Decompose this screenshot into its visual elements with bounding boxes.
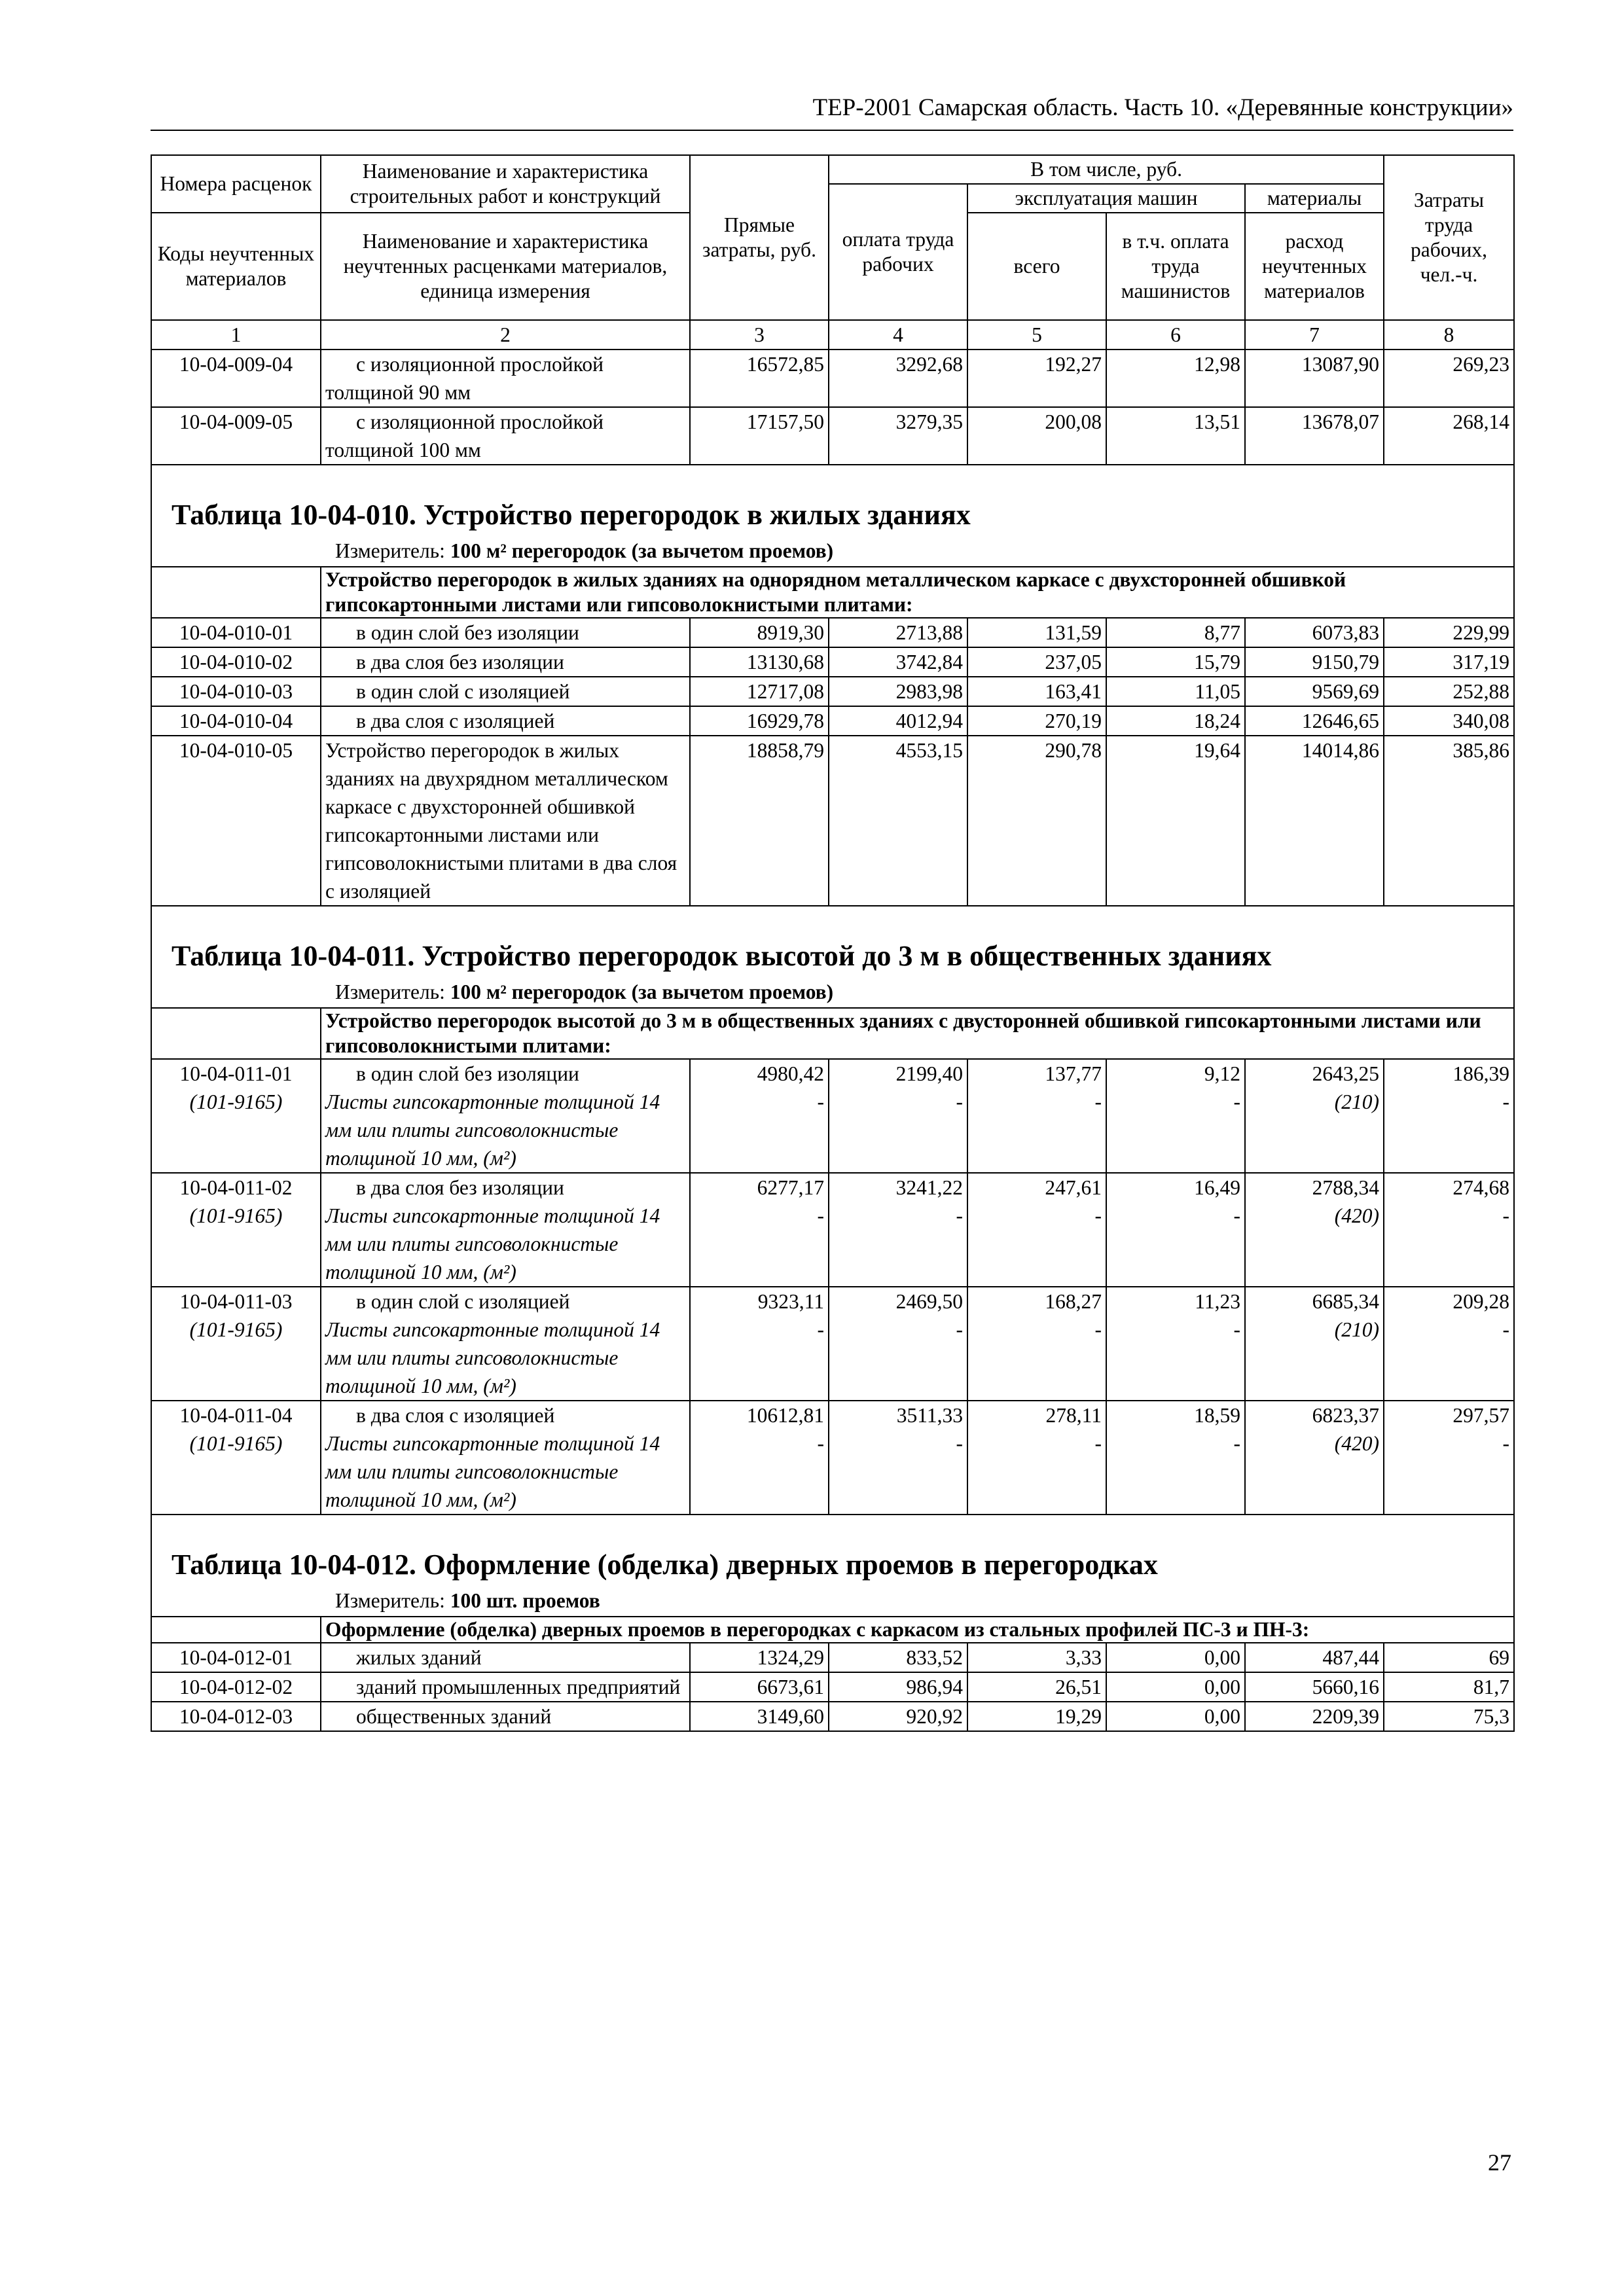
- running-header: ТЕР-2001 Самарская область. Часть 10. «Деревянные конструкции»: [151, 92, 1513, 131]
- rate-name: в один слой без изоляции: [321, 618, 690, 647]
- header-col3: Прямые затраты, руб.: [690, 155, 829, 320]
- meter-label: Измеритель:: [335, 539, 445, 562]
- material-value: -: [1094, 1318, 1102, 1341]
- machinists-pay: 11,23: [1195, 1290, 1240, 1313]
- rate-code: 10-04-010-01: [151, 618, 321, 647]
- header-machines: эксплуатация машин: [967, 184, 1245, 213]
- machines-total: 163,41: [967, 677, 1106, 706]
- labor-hours: 297,57: [1453, 1404, 1510, 1427]
- labor-pay: 3279,35: [829, 407, 967, 465]
- machines-total: 192,27: [967, 350, 1106, 407]
- rate-name: общественных зданий: [321, 1702, 690, 1731]
- labor-hours-cell: [1384, 1173, 1514, 1287]
- machines-total: 290,78: [967, 736, 1106, 906]
- machines-total: 137,77: [1045, 1062, 1102, 1085]
- machinists-pay: 18,24: [1106, 706, 1245, 736]
- material-value: -: [1502, 1090, 1510, 1113]
- rate-name: в один слой без изоляции: [356, 1062, 579, 1085]
- table-row: [151, 407, 1514, 465]
- labor-pay-cell: [829, 1287, 967, 1401]
- section-meter: [152, 1586, 1513, 1616]
- labor-pay-cell: [829, 1401, 967, 1515]
- materials-cost: 9150,79: [1245, 647, 1384, 677]
- direct-cost-cell: [690, 1059, 829, 1173]
- labor-hours: 317,19: [1384, 647, 1514, 677]
- labor-pay: 3511,33: [896, 1404, 963, 1427]
- material-code: (101-9165): [189, 1432, 283, 1455]
- labor-hours: 340,08: [1384, 706, 1514, 736]
- materials-cost: 13087,90: [1245, 350, 1384, 407]
- section-meter: [152, 977, 1513, 1007]
- labor-hours: 75,3: [1384, 1702, 1514, 1731]
- labor-hours: 268,14: [1384, 407, 1514, 465]
- material-consumption: (420): [1334, 1204, 1380, 1227]
- labor-pay: 3742,84: [829, 647, 967, 677]
- labor-pay: 986,94: [829, 1672, 967, 1702]
- machinists-pay: 12,98: [1106, 350, 1245, 407]
- machines-total: 3,33: [967, 1643, 1106, 1672]
- header-num: 5: [967, 320, 1106, 350]
- header-incl: В том числе, руб.: [829, 155, 1384, 184]
- labor-pay: 2983,98: [829, 677, 967, 706]
- rate-name: с изоляционной прослойкой толщиной 90 мм: [321, 350, 690, 407]
- material-value: -: [1094, 1090, 1102, 1113]
- labor-hours: 269,23: [1384, 350, 1514, 407]
- material-consumption: (420): [1334, 1432, 1380, 1455]
- rate-code-cell: [151, 1173, 321, 1287]
- material-consumption: (210): [1334, 1318, 1380, 1341]
- materials-cost: 487,44: [1245, 1643, 1384, 1672]
- header-col1-bottom: Коды неучтенных материалов: [151, 213, 321, 320]
- header-col8: Затраты труда рабочих, чел.-ч.: [1384, 155, 1514, 320]
- material-value: -: [956, 1432, 963, 1455]
- material-name: Листы гипсокартонные толщиной 14 мм или плиты гипсоволокнистые толщиной 10 мм, (м²): [325, 1090, 660, 1170]
- labor-pay: 4012,94: [829, 706, 967, 736]
- meter-value: 100 шт. проемов: [450, 1589, 600, 1612]
- material-value: -: [1502, 1432, 1510, 1455]
- machinists-pay: 0,00: [1106, 1702, 1245, 1731]
- material-value: -: [1233, 1318, 1240, 1341]
- materials-cost: 13678,07: [1245, 407, 1384, 465]
- table-row: [151, 1173, 1514, 1287]
- machines-total-cell: [967, 1059, 1106, 1173]
- meter-label: Измеритель:: [335, 980, 445, 1003]
- labor-pay: 3292,68: [829, 350, 967, 407]
- machines-total: 200,08: [967, 407, 1106, 465]
- direct-cost: 9323,11: [757, 1290, 824, 1313]
- labor-hours: 385,86: [1384, 736, 1514, 906]
- header-num: 8: [1384, 320, 1514, 350]
- material-value: -: [817, 1204, 824, 1227]
- rate-name: в два слоя с изоляцией: [356, 1404, 555, 1427]
- labor-hours: 209,28: [1453, 1290, 1510, 1313]
- rate-name-cell: [321, 1173, 690, 1287]
- direct-cost: 1324,29: [690, 1643, 829, 1672]
- table-row: [151, 1287, 1514, 1401]
- rate-code: 10-04-009-05: [151, 407, 321, 465]
- rate-name-cell: [321, 1287, 690, 1401]
- direct-cost: 3149,60: [690, 1702, 829, 1731]
- rate-name-cell: [321, 1059, 690, 1173]
- header-num: 6: [1106, 320, 1245, 350]
- material-name: Листы гипсокартонные толщиной 14 мм или плиты гипсоволокнистые толщиной 10 мм, (м²): [325, 1318, 660, 1397]
- header-col6: в т.ч. оплата труда машинистов: [1106, 213, 1245, 320]
- machinists-pay: 15,79: [1106, 647, 1245, 677]
- material-code: (101-9165): [189, 1090, 283, 1113]
- material-value: -: [1233, 1432, 1240, 1455]
- rate-code: 10-04-010-02: [151, 647, 321, 677]
- direct-cost: 13130,68: [690, 647, 829, 677]
- rate-name: в один слой с изоляцией: [321, 677, 690, 706]
- labor-hours-cell: [1384, 1059, 1514, 1173]
- table-row: [151, 1702, 1514, 1731]
- table-row: [151, 618, 1514, 647]
- labor-pay: 4553,15: [829, 736, 967, 906]
- material-value: -: [817, 1432, 824, 1455]
- direct-cost-cell: [690, 1401, 829, 1515]
- rate-name: зданий промышленных предприятий: [321, 1672, 690, 1702]
- machines-total: 19,29: [967, 1702, 1106, 1731]
- material-name: Листы гипсокартонные толщиной 14 мм или плиты гипсоволокнистые толщиной 10 мм, (м²): [325, 1204, 660, 1283]
- labor-pay-cell: [829, 1173, 967, 1287]
- header-col2-top: Наименование и характеристика строительных работ и конструкций: [321, 155, 690, 213]
- machinists-pay: 19,64: [1106, 736, 1245, 906]
- machines-total: 131,59: [967, 618, 1106, 647]
- direct-cost: 4980,42: [757, 1062, 824, 1085]
- section-title: Таблица 10-04-011. Устройство перегородок высотой до 3 м в общественных зданиях: [171, 940, 1272, 972]
- section-title: Таблица 10-04-012. Оформление (обделка) дверных проемов в перегородках: [171, 1549, 1158, 1581]
- section-meter: [152, 536, 1513, 566]
- labor-hours: 274,68: [1453, 1176, 1510, 1199]
- rate-code-cell: [151, 1287, 321, 1401]
- materials-cost-cell: [1245, 1173, 1384, 1287]
- materials-cost: 14014,86: [1245, 736, 1384, 906]
- machinists-pay: 0,00: [1106, 1643, 1245, 1672]
- machinists-pay: 18,59: [1194, 1404, 1240, 1427]
- direct-cost: 6673,61: [690, 1672, 829, 1702]
- material-value: -: [817, 1318, 824, 1341]
- header-num: 7: [1245, 320, 1384, 350]
- rate-name: в два слоя без изоляции: [321, 647, 690, 677]
- materials-cost-cell: [1245, 1287, 1384, 1401]
- direct-cost: 18858,79: [690, 736, 829, 906]
- header-num: 2: [321, 320, 690, 350]
- rate-name: в два слоя без изоляции: [356, 1176, 564, 1199]
- material-value: -: [1502, 1318, 1510, 1341]
- direct-cost: 16929,78: [690, 706, 829, 736]
- material-value: -: [1094, 1204, 1102, 1227]
- rates-table: [151, 154, 1515, 1732]
- rate-code: 10-04-010-04: [151, 706, 321, 736]
- materials-cost: 9569,69: [1245, 677, 1384, 706]
- rate-name-cell: [321, 1401, 690, 1515]
- header-num: 3: [690, 320, 829, 350]
- machines-total: 237,05: [967, 647, 1106, 677]
- direct-cost: 16572,85: [690, 350, 829, 407]
- section-subheader: Оформление (обделка) дверных проемов в перегородках с каркасом из стальных профилей ПС-3 и ПН-3:: [321, 1617, 1514, 1643]
- rate-code-cell: [151, 1059, 321, 1173]
- rate-code: 10-04-010-05: [151, 736, 321, 906]
- machines-total-cell: [967, 1287, 1106, 1401]
- meter-value: 100 м² перегородок (за вычетом проемов): [450, 539, 834, 562]
- section-subheader: Устройство перегородок высотой до 3 м в общественных зданиях с двусторонней обшивкой гипсокартонными листами или гипсоволокнистыми плитами:: [321, 1008, 1514, 1059]
- labor-pay: 920,92: [829, 1702, 967, 1731]
- labor-pay: 833,52: [829, 1643, 967, 1672]
- direct-cost-cell: [690, 1173, 829, 1287]
- section-title: Таблица 10-04-010. Устройство перегородок в жилых зданиях: [171, 499, 971, 531]
- rate-code: 10-04-011-04: [179, 1404, 293, 1427]
- rate-name: с изоляционной прослойкой толщиной 100 мм: [321, 407, 690, 465]
- labor-hours-cell: [1384, 1287, 1514, 1401]
- machines-total-cell: [967, 1401, 1106, 1515]
- machines-total: 168,27: [1045, 1290, 1102, 1313]
- rate-code: 10-04-011-03: [179, 1290, 293, 1313]
- rate-name: Устройство перегородок в жилых зданиях на двухрядном металлическом каркасе с двухсторонней обшивкой гипсокартонными листами или гипсоволокнистыми плитами в два слоя с изоляцией: [321, 736, 690, 906]
- machinists-pay: 8,77: [1106, 618, 1245, 647]
- rate-code: 10-04-010-03: [151, 677, 321, 706]
- header-col1-top: Номера расценок: [151, 155, 321, 213]
- table-row: [151, 706, 1514, 736]
- direct-cost-cell: [690, 1287, 829, 1401]
- table-row: [151, 350, 1514, 407]
- rate-code: 10-04-009-04: [151, 350, 321, 407]
- machines-total: 278,11: [1045, 1404, 1102, 1427]
- labor-pay: 3241,22: [895, 1176, 963, 1199]
- labor-hours: 186,39: [1453, 1062, 1510, 1085]
- labor-pay: 2469,50: [895, 1290, 963, 1313]
- header-col4: оплата труда рабочих: [829, 184, 967, 320]
- header-col2-bottom: Наименование и характеристика неучтенных расценками материалов, единица измерения: [321, 213, 690, 320]
- rate-code: 10-04-012-03: [151, 1702, 321, 1731]
- rate-code: 10-04-011-01: [179, 1062, 293, 1085]
- material-value: -: [956, 1318, 963, 1341]
- page-number: 27: [1488, 2149, 1511, 2176]
- labor-hours: 252,88: [1384, 677, 1514, 706]
- section-subheader: Устройство перегородок в жилых зданиях на однорядном металлическом каркасе с двухсторонней обшивкой гипсокартонными листами или гипсоволокнистыми плитами:: [321, 567, 1514, 618]
- material-consumption: (210): [1334, 1090, 1380, 1113]
- labor-hours: 69: [1384, 1643, 1514, 1672]
- table-row: [151, 736, 1514, 906]
- direct-cost: 12717,08: [690, 677, 829, 706]
- material-value: -: [956, 1204, 963, 1227]
- rate-code: 10-04-012-02: [151, 1672, 321, 1702]
- machinists-pay-cell: [1106, 1287, 1245, 1401]
- materials-cost: 2209,39: [1245, 1702, 1384, 1731]
- table-row: [151, 1643, 1514, 1672]
- material-value: -: [817, 1090, 824, 1113]
- materials-cost: 6823,37: [1312, 1404, 1380, 1427]
- header-col5: всего: [967, 213, 1106, 320]
- material-value: -: [1502, 1204, 1510, 1227]
- materials-cost: 5660,16: [1245, 1672, 1384, 1702]
- rate-code: 10-04-011-02: [179, 1176, 293, 1199]
- machinists-pay: 13,51: [1106, 407, 1245, 465]
- material-value: -: [1094, 1432, 1102, 1455]
- rate-name: жилых зданий: [321, 1643, 690, 1672]
- header-materials: материалы: [1245, 184, 1384, 213]
- materials-cost: 2643,25: [1312, 1062, 1380, 1085]
- machinists-pay: 0,00: [1106, 1672, 1245, 1702]
- header-number-row: [151, 320, 1514, 350]
- meter-label: Измеритель:: [335, 1589, 445, 1612]
- machines-total: 247,61: [1045, 1176, 1102, 1199]
- table-row: [151, 1059, 1514, 1173]
- rate-code-cell: [151, 1401, 321, 1515]
- labor-hours: 81,7: [1384, 1672, 1514, 1702]
- rate-name: в один слой с изоляцией: [356, 1290, 570, 1313]
- machinists-pay: 16,49: [1194, 1176, 1240, 1199]
- machinists-pay-cell: [1106, 1059, 1245, 1173]
- rate-name: в два слоя с изоляцией: [321, 706, 690, 736]
- materials-cost: 6685,34: [1312, 1290, 1380, 1313]
- direct-cost: 6277,17: [757, 1176, 824, 1199]
- table-row: [151, 647, 1514, 677]
- table-row: [151, 1672, 1514, 1702]
- meter-value: 100 м² перегородок (за вычетом проемов): [450, 980, 834, 1003]
- materials-cost: 2788,34: [1312, 1176, 1380, 1199]
- direct-cost: 10612,81: [746, 1404, 824, 1427]
- header-num: 1: [151, 320, 321, 350]
- labor-hours-cell: [1384, 1401, 1514, 1515]
- material-name: Листы гипсокартонные толщиной 14 мм или плиты гипсоволокнистые толщиной 10 мм, (м²): [325, 1432, 660, 1511]
- machinists-pay-cell: [1106, 1173, 1245, 1287]
- materials-cost: 12646,65: [1245, 706, 1384, 736]
- header-num: 4: [829, 320, 967, 350]
- table-row: [151, 677, 1514, 706]
- direct-cost: 17157,50: [690, 407, 829, 465]
- labor-pay: 2713,88: [829, 618, 967, 647]
- machines-total-cell: [967, 1173, 1106, 1287]
- machinists-pay: 9,12: [1204, 1062, 1240, 1085]
- rate-code: 10-04-012-01: [151, 1643, 321, 1672]
- machinists-pay: 11,05: [1106, 677, 1245, 706]
- labor-pay-cell: [829, 1059, 967, 1173]
- machines-total: 26,51: [967, 1672, 1106, 1702]
- machines-total: 270,19: [967, 706, 1106, 736]
- material-code: (101-9165): [189, 1318, 283, 1341]
- materials-cost-cell: [1245, 1401, 1384, 1515]
- labor-pay: 2199,40: [895, 1062, 963, 1085]
- labor-hours: 229,99: [1384, 618, 1514, 647]
- materials-cost: 6073,83: [1245, 618, 1384, 647]
- material-value: -: [1233, 1090, 1240, 1113]
- direct-cost: 8919,30: [690, 618, 829, 647]
- table-row: [151, 1401, 1514, 1515]
- material-code: (101-9165): [189, 1204, 283, 1227]
- material-value: -: [956, 1090, 963, 1113]
- machinists-pay-cell: [1106, 1401, 1245, 1515]
- materials-cost-cell: [1245, 1059, 1384, 1173]
- header-col7: расход неучтенных материалов: [1245, 213, 1384, 320]
- material-value: -: [1233, 1204, 1240, 1227]
